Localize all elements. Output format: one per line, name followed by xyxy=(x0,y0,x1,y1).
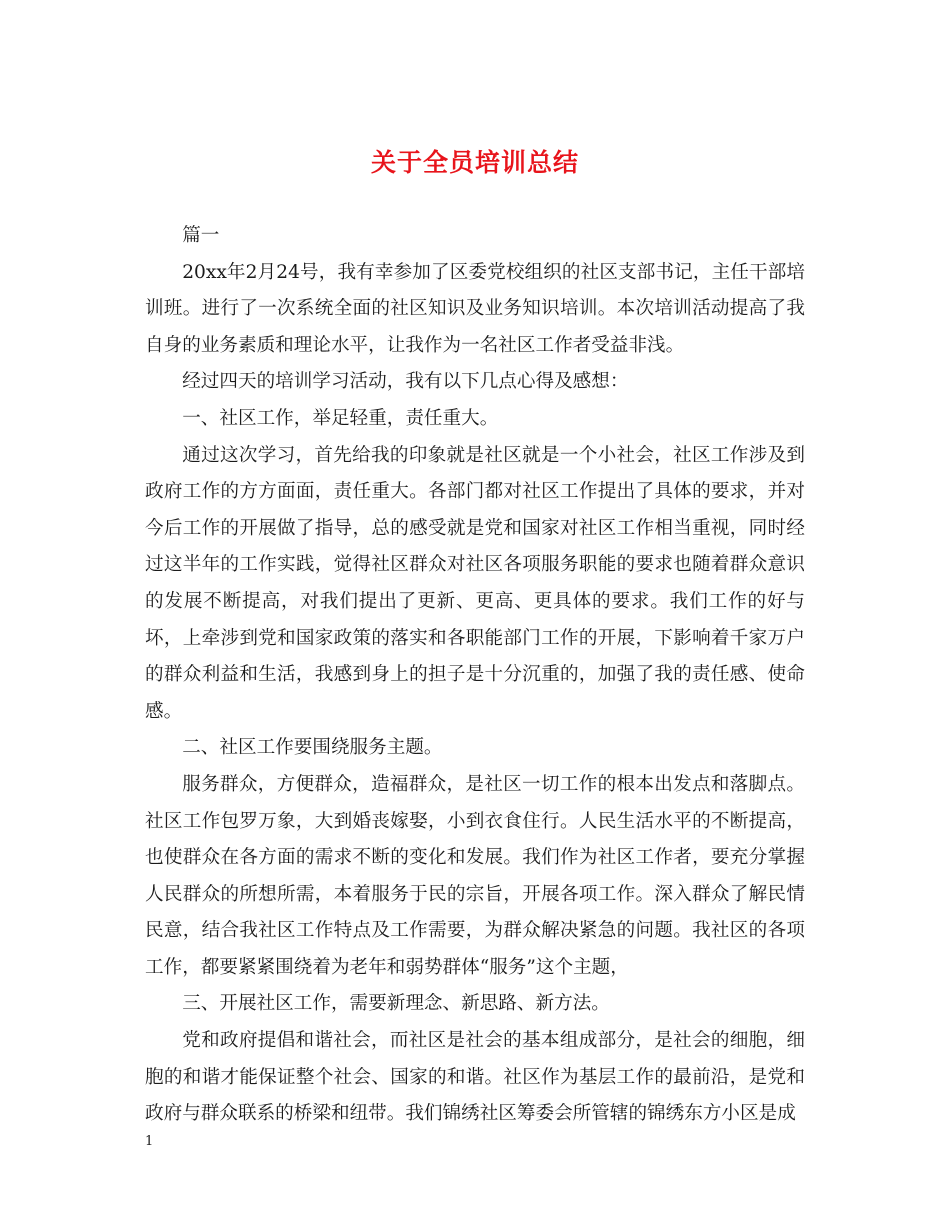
heading-point-two: 二、社区工作要围绕服务主题。 xyxy=(182,737,443,759)
heading-point-one: 一、社区工作，举足轻重，责任重大。 xyxy=(182,407,499,429)
paragraph-intro: 20xx年2月24号，我有幸参加了区委党校组织的社区支部书记，主任干部培训班。进行了一次系统全面的社区知识及业务知识培训。本次培训活动提高了我自身的业务素质和理论水平，让我作为一名社区工作者受益非浅。 xyxy=(145,261,805,356)
page-number: 1 xyxy=(145,1134,154,1149)
paragraph-lead-in: 经过四天的培训学习活动，我有以下几点心得及感想： xyxy=(182,371,629,393)
paragraph-section-label: 篇一 xyxy=(182,225,220,246)
paragraph-point-two: 服务群众，方便群众，造福群众，是社区一切工作的根本出发点和落脚点。社区工作包罗万象，大到婚丧嫁娶，小到衣食住行。人民生活水平的不断提高，也使群众在各方面的需求不断的变化和发展。我们作为社区工作者，要充分掌握人民群众的所想所需，本着服务于民的宗旨，开展各项工作。深入群众了解民情民意，结合我社区工作特点及工作需要，为群众解决紧急的问题。我社区的各项工作，都要紧紧围绕着为老年和弱势群体“服务”这个主题， xyxy=(145,773,805,978)
heading-point-three: 三、开展社区工作，需要新理念、新思路、新方法。 xyxy=(182,993,610,1015)
document-body xyxy=(145,218,805,1133)
paragraph-point-three: 党和政府提倡和谐社会，而社区是社会的基本组成部分，是社会的细胞，细胞的和谐才能保证整个社会、国家的和谐。社区作为基层工作的最前沿，是党和政府与群众联系的桥梁和纽带。我们锦绣社区筹委会所管辖的锦绣东方小区是成 xyxy=(145,1030,805,1125)
paragraph-point-one: 通过这次学习，首先给我的印象就是社区就是一个小社会，社区工作涉及到政府工作的方方面面，责任重大。各部门都对社区工作提出了具体的要求，并对今后工作的开展做了指导，总的感受就是党和国家对社区工作相当重视，同时经过这半年的工作实践，觉得社区群众对社区各项服务职能的要求也随着群众意识的发展不断提高，对我们提出了更新、更高、更具体的要求。我们工作的好与坏，上牵涉到党和国家政策的落实和各职能部门工作的开展，下影响着千家万户的群众利益和生活，我感到身上的担子是十分沉重的，加强了我的责任感、使命感。 xyxy=(145,444,805,722)
document-title: 关于全员培训总结 xyxy=(370,148,579,177)
